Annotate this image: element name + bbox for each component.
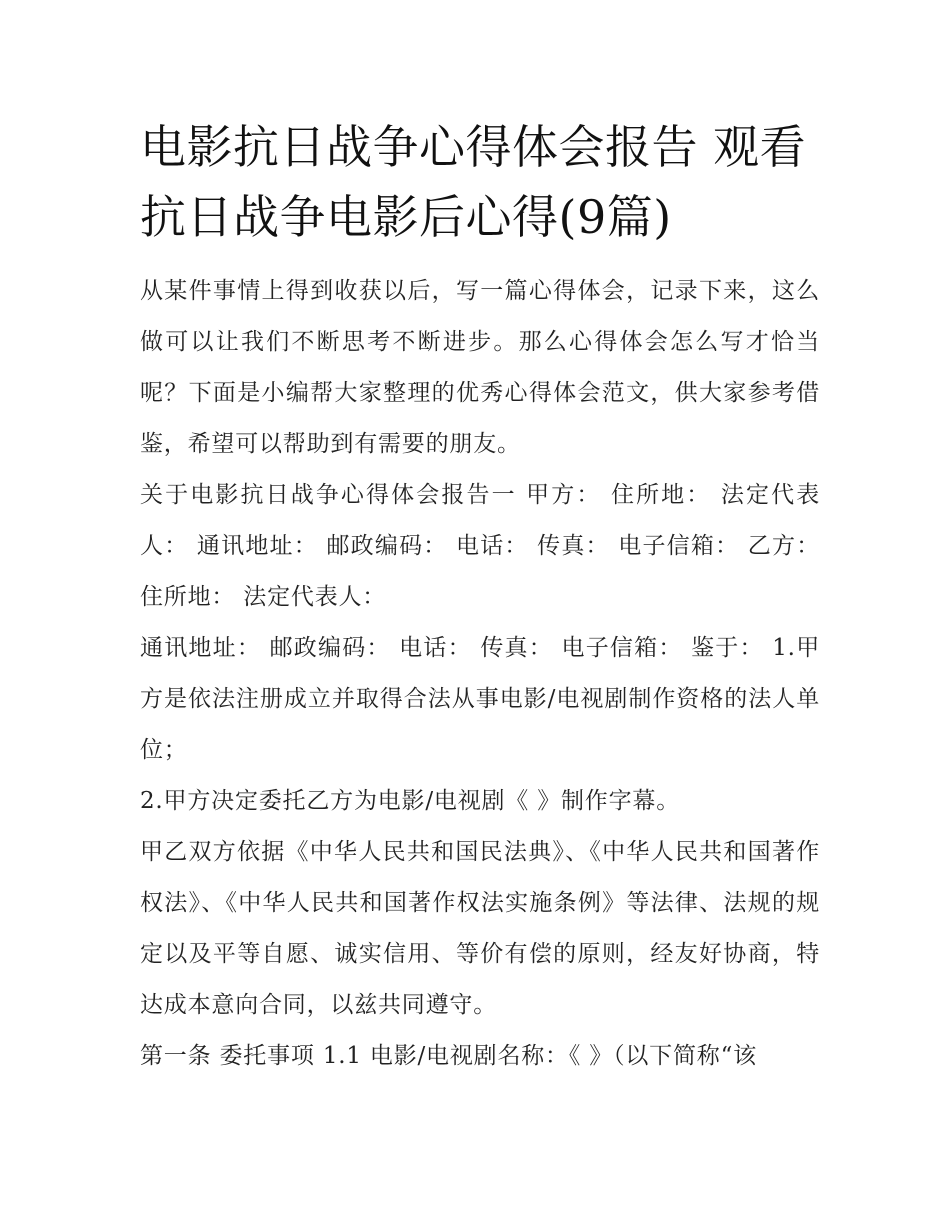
intro-paragraph: 从某件事情上得到收获以后，写一篇心得体会，记录下来，这么做可以让我们不断思考不断进步。那么心得体会怎么写才恰当呢？下面是小编帮大家整理的优秀心得体会范文，供大家参考借鉴，希望可以帮助到有需要的朋友。 bbox=[140, 278, 820, 457]
legal-basis-paragraph: 甲乙双方依据《中华人民共和国民法典》、《中华人民共和国著作权法》、《中华人民共和国著作权法实施条例》等法律、法规的规定以及平等自愿、诚实信用、等价有偿的原则，经友好协商，特达成本意向合同，以兹共同遵守。 bbox=[140, 839, 820, 1018]
parties-paragraph: 关于电影抗日战争心得体会报告一 甲方： 住所地： 法定代表人： 通讯地址： 邮政编码： 电话： 传真： 电子信箱： 乙方： 住所地： 法定代表人： bbox=[140, 482, 820, 610]
article-one-paragraph: 第一条 委托事项 1.1 电影/电视剧名称：《 》（以下简称“该 bbox=[140, 1043, 757, 1069]
document-title: 电影抗日战争心得体会报告 观看抗日战争电影后心得(9篇) bbox=[140, 120, 807, 244]
whereas-paragraph: 通讯地址： 邮政编码： 电话： 传真： 电子信箱： 鉴于： 1.甲方是依法注册成立并取得合法从事电影/电视剧制作资格的法人单位； bbox=[140, 635, 820, 763]
commission-paragraph: 2.甲方决定委托乙方为电影/电视剧《 》制作字幕。 bbox=[140, 788, 681, 814]
document-body bbox=[140, 112, 820, 1082]
